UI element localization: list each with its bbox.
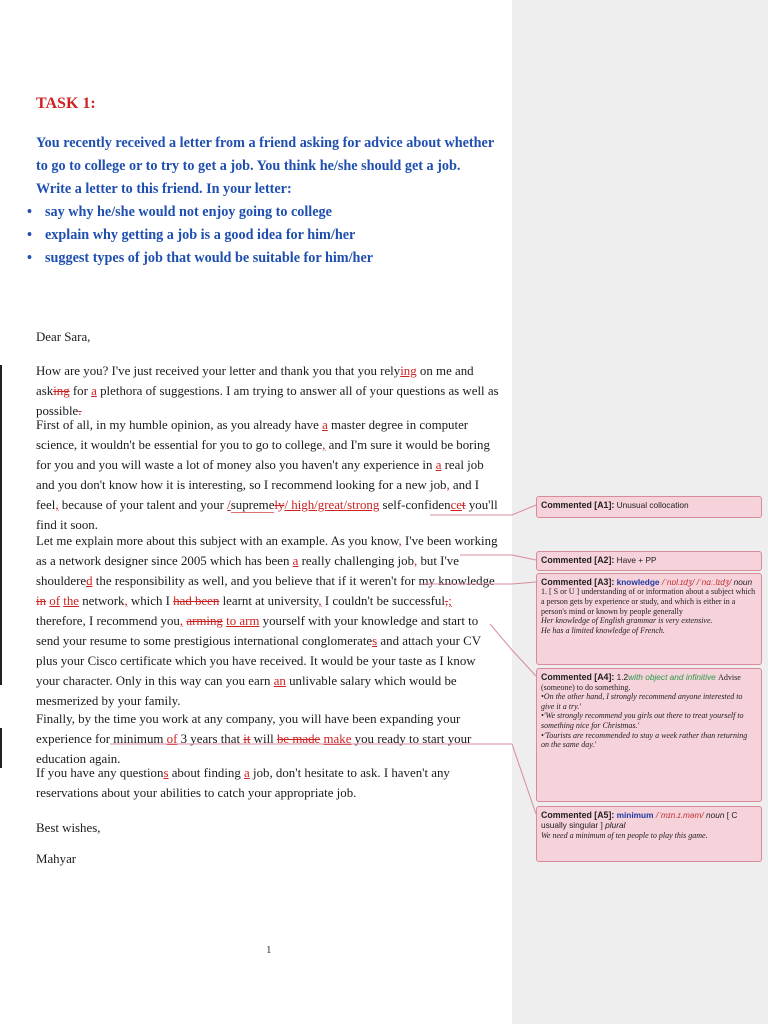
inserted-text: , (124, 594, 128, 608)
deleted-text: in (36, 594, 47, 608)
inserted-text: s (163, 766, 169, 780)
comment-a1[interactable]: Commented [A1]: Unusual collocation (536, 496, 762, 518)
comment-a3[interactable]: Commented [A3]: knowledge /ˈnɒl.ɪdʒ/ /ˈnɑː.lɪdʒ/ noun 1. [ S or U ] understanding of or information about a subject which a person gets by experience or study, and which is either in a person's mind or known by people generally Her knowledge of English grammar is very extensive. He has a limited knowledge of French. (536, 573, 762, 665)
inserted-text: s (372, 634, 378, 648)
connector-a2 (460, 555, 536, 560)
comment-a4[interactable]: Commented [A4]: 1.2with object and infinitive Advise (someone) to do something. •On the other hand, I strongly recommend anyone interested to give it a try.' •'We strongly recommend you girls out there to treat yourself to something nice for Christmas.' •'Tourists are recommended to stay a week rather than returning on the same day.' (536, 668, 762, 802)
letter-signature: Mahyar (36, 852, 77, 866)
letter-paragraph-3: Let me explain more about this subject with an example. As you know, I've been working as a network designer since 2005 which has been a really challenging job, but I've shouldered the responsibility as well, and you believe that if it weren't for my knowledge in of the network, which I had been learnt at university, I couldn't be successful,; therefore, I recommend you, arming to arm yourself with your knowledge and start to send your resume to some prestigious international conglomerates and attach your CV plus your Cisco certificate which you have received. It would be your taste as I know your character. Only in this way can you earn an unlivable salary which would be mesmerized by your family. (36, 534, 498, 708)
letter-greeting: Dear Sara, (36, 330, 91, 344)
deleted-text: . (78, 404, 82, 418)
inserted-text: , (398, 534, 402, 548)
letter-closing: Best wishes, (36, 821, 101, 835)
letter-paragraph-5: If you have any questions about finding a job, don't hesitate to ask. I haven't any reservations about your abilities to catch your appropriate job. (36, 766, 450, 800)
inserted-text: a (91, 384, 97, 398)
inserted-text: the (63, 594, 79, 608)
commented-text-a1: supreme (230, 498, 275, 512)
connector-a1 (430, 505, 536, 515)
connector-a4 (490, 624, 536, 676)
inserted-text: ce (450, 498, 463, 512)
inserted-text: ing (400, 364, 417, 378)
inserted-text: , (55, 498, 59, 512)
connector-a5 (110, 744, 536, 814)
inserted-text: , (318, 594, 322, 608)
inserted-text: / high/great/strong (284, 498, 380, 512)
task-prompt: You recently received a letter from a friend asking for advice about whether to go to college or to try to get a job. You think he/she should get a job. (36, 135, 494, 174)
page-number: 1 (266, 944, 272, 956)
inserted-text: , (414, 554, 418, 568)
comment-a5[interactable]: Commented [A5]: minimum /ˈmɪn.ɪ.məm/ noun [ C usually singular ] plural We need a minimum of ten people to play this game. (536, 806, 762, 862)
inserted-text: / (227, 498, 231, 512)
inserted-text: a (435, 458, 442, 472)
inserted-text: ; (448, 594, 452, 608)
bullet-icon: • (27, 204, 32, 220)
task-bullet: • suggest types of job that would be suitable for him/her (36, 247, 506, 270)
task-bullet: • say why he/she would not enjoy going to college (36, 201, 506, 224)
inserted-text: a (244, 766, 250, 780)
deleted-text: arming (186, 614, 223, 628)
connector-a3 (420, 582, 536, 584)
deleted-text: , (444, 594, 449, 608)
inserted-text: , (179, 614, 184, 628)
comment-a2[interactable]: Commented [A2]: Have + PP (536, 551, 762, 571)
bullet-icon: • (27, 250, 32, 266)
deleted-text: it (243, 732, 251, 746)
inserted-text: to arm (226, 614, 260, 628)
inserted-text: a (292, 554, 299, 568)
deleted-text: had been (173, 594, 220, 608)
task-bullet: • explain why getting a job is a good idea for him/her (36, 224, 506, 247)
letter-paragraph-4: Finally, by the time you work at any company, you will have been expanding your experience for minimum of 3 years that it will be made make you ready to start your education again. (36, 712, 472, 766)
inserted-text: of (49, 594, 61, 608)
task-title: TASK 1: (36, 95, 96, 112)
inserted-text: make (323, 732, 352, 746)
deleted-text: ing (53, 384, 70, 398)
bullet-icon: • (27, 227, 32, 243)
letter-paragraph-2: First of all, in my humble opinion, as you already have a master degree in computer science, it wouldn't be essential for you to go to college, and I'm sure it would be boring for you and you will waste a lot of money also you haven't any experience in a real job and you don't know how it is interesting, so I recommend looking for a new job, and I feel, because of your talent and your /supremely/ high/great/strong self-confidencet you'll find it soon. (36, 418, 498, 532)
deleted-text: ly (274, 498, 285, 512)
inserted-text: , (322, 438, 326, 452)
deleted-text: be made (276, 732, 321, 746)
inserted-text: d (86, 574, 93, 588)
inserted-text: , (446, 478, 450, 492)
deleted-text: t (462, 498, 466, 512)
inserted-text: a (322, 418, 328, 432)
letter-paragraph-1: How are you? I've just received your letter and thank you that you relying on me and asking for a plethora of suggestions. I am trying to answer all of your questions as well as possible. (36, 364, 499, 418)
inserted-text: an (273, 674, 286, 688)
inserted-text: of (166, 732, 178, 746)
task-instruction: Write a letter to this friend. In your letter: (36, 181, 292, 197)
